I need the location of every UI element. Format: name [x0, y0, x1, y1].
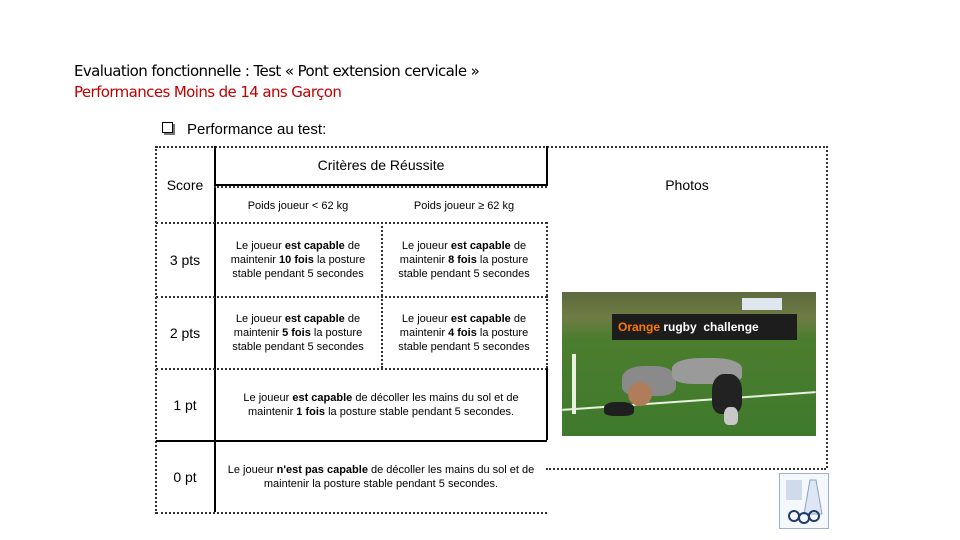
criteria-cell-ge: Le joueur est capable de maintenir 4 fois la posture stable pendant 5 secondes	[398, 313, 530, 353]
bullet-label: Performance au test:	[187, 121, 327, 138]
criteria-cell-lt: Le joueur est capable de maintenir 5 fois la posture stable pendant 5 secondes	[232, 313, 364, 353]
score-cell: 1 pt	[173, 397, 197, 413]
checkbox-bullet-icon	[162, 122, 173, 133]
criteria-cell-lt: Le joueur est capable de maintenir 10 fois la posture stable pendant 5 secondes	[230, 240, 366, 280]
subheader-under-62: Poids joueur < 62 kg	[247, 200, 349, 212]
photo-banner: Orange rugby challenge	[612, 314, 797, 340]
page-title: Evaluation fonctionnelle : Test « Pont extension cervicale »	[74, 62, 480, 80]
rugby-photo	[562, 292, 816, 436]
page-subtitle: Performances Moins de 14 ans Garçon	[74, 83, 342, 101]
federation-logo	[779, 473, 829, 529]
header-criteria: Critères de Réussite	[317, 157, 445, 173]
score-cell: 2 pts	[169, 325, 201, 341]
header-score: Score	[166, 177, 204, 193]
bullet-item	[162, 121, 326, 138]
criteria-cell: Le joueur est capable de décoller les mains du sol et de maintenir 1 fois la posture stable pendant 5 secondes.	[243, 392, 519, 418]
header-photos: Photos	[665, 177, 709, 193]
criteria-cell-ge: Le joueur est capable de maintenir 8 fois la posture stable pendant 5 secondes	[398, 240, 530, 280]
score-cell: 3 pts	[169, 252, 201, 268]
criteria-cell: Le joueur n'est pas capable de décoller les mains du sol et de maintenir la posture stable pendant 5 secondes.	[227, 464, 535, 490]
score-cell: 0 pt	[173, 469, 197, 485]
subheader-over-62: Poids joueur ≥ 62 kg	[413, 200, 515, 212]
